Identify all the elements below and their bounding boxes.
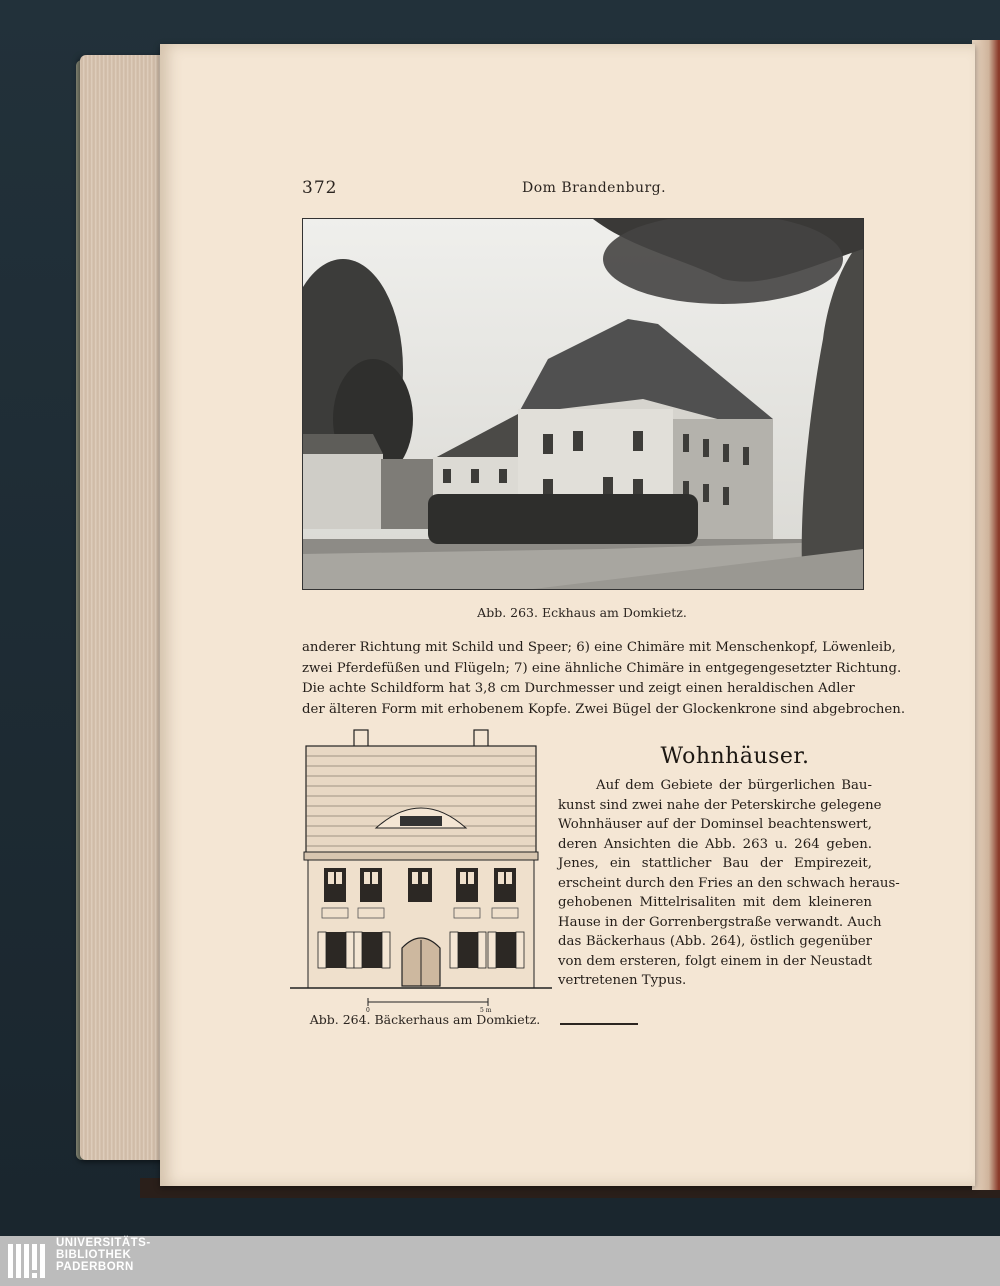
page-header: [302, 178, 862, 200]
logo-line: BIBLIOTHEK: [56, 1249, 132, 1261]
logo-line: PADERBORN: [56, 1261, 134, 1273]
scale-label-end: 5 m: [480, 1007, 492, 1013]
facade-drawing: [290, 728, 552, 1013]
section-line: das Bäckerhaus (Abb. 264), östlich gegenüber: [558, 934, 872, 949]
section-line: von dem ersteren, folgt einem in der Neustadt: [558, 953, 872, 969]
paragraph-line: Die achte Schildform hat 3,8 cm Durchmesser und zeigt einen heraldischen Adler: [302, 681, 855, 696]
end-rule: [560, 1023, 638, 1025]
figure-caption-263: Abb. 263. Eckhaus am Domkietz.: [477, 605, 687, 620]
library-logo-icon: [8, 1240, 48, 1282]
photo-illustration: [303, 219, 863, 589]
body-paragraph: [302, 638, 906, 720]
photo-eckhaus: [302, 218, 864, 590]
section-line: Jenes, ein stattlicher Bau der Empirezeit,: [558, 856, 872, 871]
book-page-stack: [80, 55, 170, 1160]
paragraph-line: zwei Pferdefüßen und Flügeln; 7) eine ähnliche Chimäre in entgegengesetzter Richtung.: [302, 660, 902, 676]
section-line: kunst sind zwei nahe der Peterskirche gelegene: [558, 797, 882, 813]
running-title: Dom Brandenburg.: [522, 180, 667, 196]
drawing-baeckerhaus: [290, 728, 552, 1013]
scale-label-start: 0: [366, 1007, 370, 1013]
section-line: Wohnhäuser auf der Dominsel beachtenswert,: [558, 817, 872, 832]
paragraph-line: anderer Richtung mit Schild und Speer; 6) eine Chimäre mit Menschenkopf, Löwenleib,: [302, 640, 896, 655]
library-logo-text: [56, 1237, 151, 1273]
figure-caption-264: Abb. 264. Bäckerhaus am Domkietz.: [309, 1012, 541, 1027]
section-line: Auf dem Gebiete der bürgerlichen Bau-: [596, 778, 872, 793]
section-line: vertretenen Typus.: [558, 973, 687, 988]
section-line: Hause in der Gorrenbergstraße verwandt. Auch: [558, 914, 882, 930]
section-paragraph: [558, 776, 900, 991]
section-heading: Wohnhäuser.: [660, 744, 810, 769]
paragraph-line: der älteren Form mit erhobenem Kopfe. Zwei Bügel der Glockenkrone sind abgebrochen.: [302, 701, 906, 717]
logo-line: UNIVERSITÄTS-: [56, 1237, 151, 1249]
section-line: erscheint durch den Fries an den schwach heraus-: [558, 875, 900, 891]
section-line: gehobenen Mittelrisaliten mit dem kleineren: [558, 895, 872, 910]
section-line: deren Ansichten die Abb. 263 u. 264 geben.: [558, 836, 872, 852]
facing-page-edge: [972, 40, 1000, 1190]
page-number: 372: [302, 178, 338, 198]
